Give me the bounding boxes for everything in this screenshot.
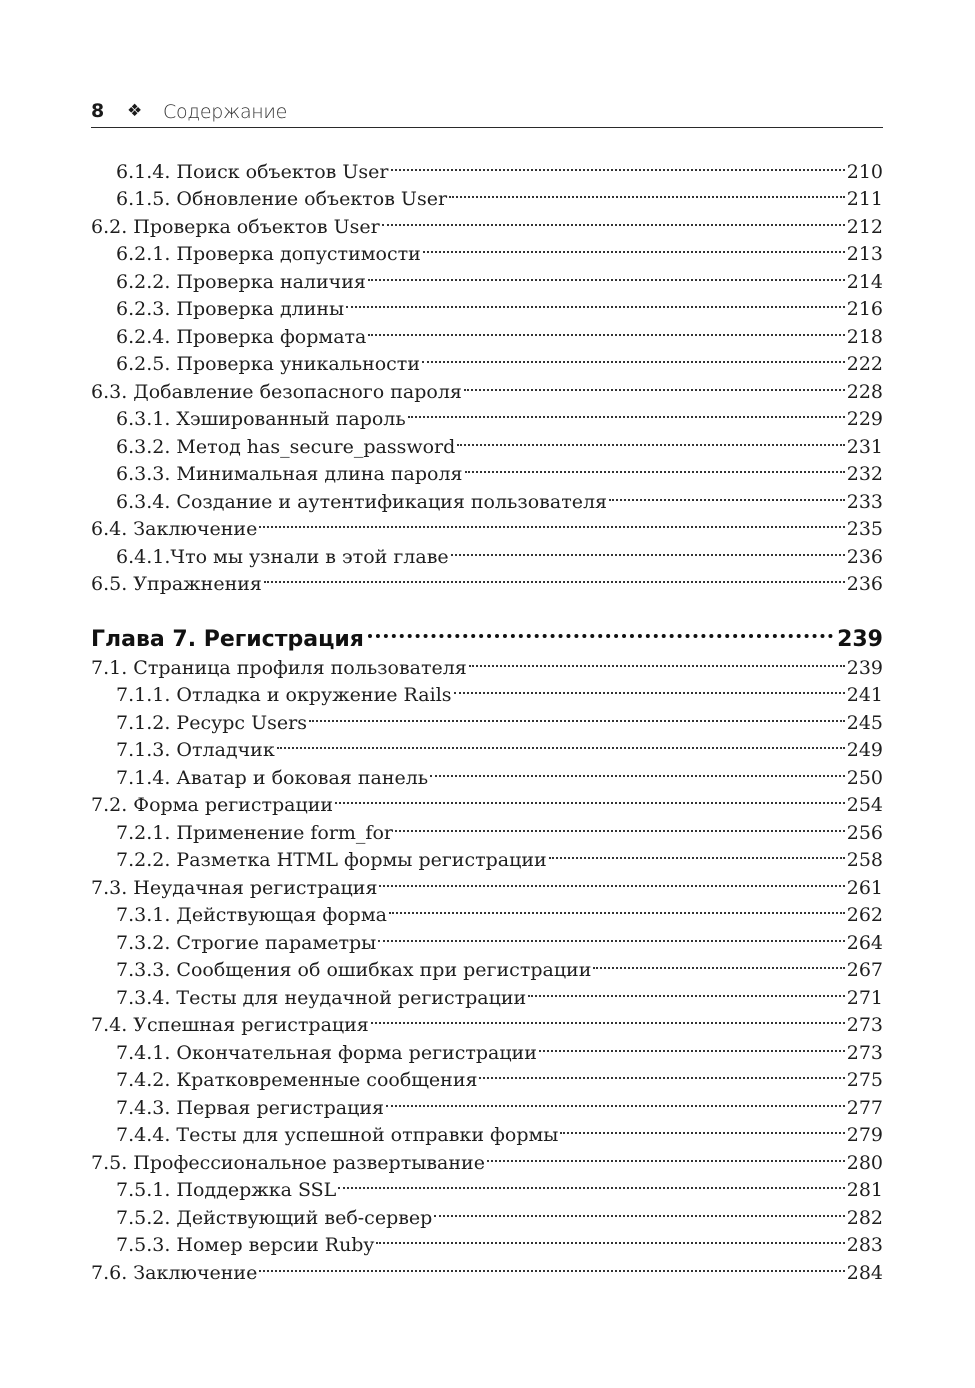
toc-entry[interactable]: [91, 315, 883, 348]
toc-entry-page: 236: [846, 545, 883, 568]
toc-entry[interactable]: [91, 150, 883, 183]
dot-leader: [454, 674, 845, 702]
toc-entry-page: 211: [846, 188, 883, 210]
dot-leader: [464, 370, 845, 398]
toc-entry[interactable]: [91, 976, 883, 1009]
toc-entry[interactable]: [91, 1141, 883, 1174]
toc-entry-title: 7.1.4. Аватар и боковая панель: [116, 766, 429, 789]
dot-leader: [386, 1086, 845, 1114]
toc-entry-title: 7.5.2. Действующий веб-сервер: [116, 1206, 433, 1229]
toc-entry-page: 277: [846, 1096, 883, 1119]
toc-entry[interactable]: [91, 756, 883, 789]
toc-entry-page: 283: [846, 1234, 883, 1256]
toc-entry-page: 235: [846, 518, 883, 540]
toc-entry-title: 6.1.5. Обновление объектов User: [116, 188, 448, 210]
toc-entry[interactable]: [91, 784, 883, 816]
dot-leader: [346, 288, 845, 316]
toc-entry-page: 281: [846, 1179, 883, 1201]
toc-entry-page: 228: [846, 380, 883, 403]
dot-leader: [391, 150, 845, 178]
toc-entry-title: 6.3.3. Минимальная длина пароля: [116, 463, 463, 485]
toc-entry[interactable]: [91, 1169, 883, 1201]
toc-entry-page: 273: [846, 1041, 883, 1064]
dot-leader: [379, 866, 844, 894]
toc-entry-title: 6.2. Проверка объектов User: [91, 215, 380, 238]
toc-entry-title: 7.1.2. Ресурс Users: [116, 711, 307, 734]
toc-entry[interactable]: [91, 894, 883, 926]
toc-entry[interactable]: [91, 535, 883, 568]
toc-entry-page: 280: [846, 1151, 883, 1174]
toc-entry[interactable]: [91, 288, 883, 320]
toc-entry-title: 7.2. Форма регистрации: [91, 794, 334, 816]
toc-entry[interactable]: [91, 1114, 883, 1146]
chapter-title: Глава 7. Регистрация: [91, 627, 364, 652]
toc-entry[interactable]: [91, 480, 883, 513]
toc-entry-title: 7.3. Неудачная регистрация: [91, 876, 378, 899]
dot-leader: [422, 343, 845, 371]
toc-entry-page: 222: [846, 353, 883, 375]
toc-entry-page: 275: [846, 1069, 883, 1091]
toc-entry-title: 7.3.4. Тесты для неудачной регистрации: [116, 986, 527, 1009]
toc-entry[interactable]: [91, 370, 883, 403]
toc-entry-page: 236: [846, 573, 883, 595]
toc-entry-title: 6.2.2. Проверка наличия: [116, 270, 366, 293]
toc-entry[interactable]: [91, 866, 883, 899]
toc-entry-title: 7.5.1. Поддержка SSL: [116, 1179, 337, 1201]
toc-entry-page: 258: [846, 849, 883, 871]
toc-entry-title: 6.3.4. Создание и аутентификация пользователя: [116, 490, 608, 513]
toc-entry-page: 218: [846, 325, 883, 348]
toc-entry-title: 6.3. Добавление безопасного пароля: [91, 380, 462, 403]
toc-entry-title: 7.5.3. Номер версии Ruby: [116, 1234, 375, 1256]
toc-entry-page: 245: [846, 711, 883, 734]
toc-entry[interactable]: [91, 646, 883, 679]
ornament-icon: ❖: [127, 101, 143, 121]
dot-leader: [539, 1031, 845, 1059]
toc-entry-page: 250: [846, 766, 883, 789]
toc-entry[interactable]: [91, 233, 883, 265]
toc-entry[interactable]: [91, 701, 883, 734]
toc-entry-page: 229: [846, 408, 883, 430]
toc-entry-page: 261: [846, 876, 883, 899]
dot-leader: [451, 535, 845, 563]
toc-entry-title: 6.3.1. Хэшированный пароль: [116, 408, 406, 430]
toc-entry-page: 233: [846, 490, 883, 513]
toc-entry-page: 271: [846, 986, 883, 1009]
toc-entry-title: 6.5. Упражнения: [91, 573, 262, 595]
dot-leader: [528, 976, 845, 1004]
dot-leader: [277, 729, 845, 757]
toc-entry-title: 7.4.1. Окончательная форма регистрации: [116, 1041, 537, 1064]
toc-section-chapter-6: [91, 150, 883, 595]
toc-entry-title: 6.2.5. Проверка уникальности: [116, 353, 420, 375]
dot-leader: [449, 178, 845, 206]
toc-entry[interactable]: [91, 260, 883, 293]
chapter-dot-leader: [368, 612, 833, 646]
toc-entry[interactable]: [91, 425, 883, 458]
toc-entry[interactable]: [91, 343, 883, 375]
toc-entry-title: 7.2.1. Применение form_for: [116, 821, 393, 844]
dot-leader: [395, 811, 845, 839]
toc-entry-page: 267: [846, 959, 883, 981]
toc-entry[interactable]: [91, 921, 883, 954]
toc-entry[interactable]: [91, 811, 883, 844]
dot-leader: [487, 1141, 845, 1169]
dot-leader: [434, 1196, 844, 1224]
chapter-heading[interactable]: [91, 612, 883, 652]
toc-entry-page: 256: [846, 821, 883, 844]
toc-entry-title: 7.2.2. Разметка HTML формы регистрации: [116, 849, 547, 871]
toc-entry-page: 232: [846, 463, 883, 485]
toc-entry-page: 262: [846, 904, 883, 926]
toc-entry[interactable]: [91, 398, 883, 430]
dot-leader: [382, 205, 845, 233]
toc-entry-title: 7.4.3. Первая регистрация: [116, 1096, 384, 1119]
toc-entry-title: 7.6. Заключение: [91, 1261, 258, 1284]
dot-leader: [479, 1059, 844, 1087]
dot-leader: [465, 453, 845, 481]
toc-entry-page: 249: [846, 739, 883, 761]
dot-leader: [368, 315, 844, 343]
page-number: 8: [91, 100, 105, 122]
toc-entry-title: 7.3.3. Сообщения об ошибках при регистрации: [116, 959, 592, 981]
dot-leader: [376, 1224, 845, 1252]
toc-entry-page: 241: [846, 684, 883, 706]
dot-leader: [368, 260, 845, 288]
toc-entry[interactable]: [91, 839, 883, 871]
toc-entry-page: 213: [846, 243, 883, 265]
toc-entry-title: 7.4.2. Кратковременные сообщения: [116, 1069, 478, 1091]
dot-leader: [423, 233, 845, 261]
toc-entry-title: 7.5. Профессиональное развертывание: [91, 1151, 485, 1174]
toc-entry-page: 264: [846, 931, 883, 954]
toc-entry[interactable]: [91, 729, 883, 761]
dot-leader: [264, 563, 845, 591]
chapter-heading-block: [91, 612, 883, 652]
dot-leader: [560, 1114, 844, 1142]
dot-leader: [549, 839, 845, 867]
dot-leader: [335, 784, 845, 812]
toc-entry[interactable]: [91, 949, 883, 981]
toc-entry[interactable]: [91, 674, 883, 706]
dot-leader: [609, 480, 845, 508]
dot-leader: [389, 894, 845, 922]
toc-entry-title: 7.1. Страница профиля пользователя: [91, 656, 467, 679]
toc-entry-title: 6.3.2. Метод has_secure_password: [116, 435, 456, 458]
toc-entry-title: 6.2.3. Проверка длины: [116, 298, 345, 320]
toc-entry[interactable]: [91, 205, 883, 238]
dot-leader: [469, 646, 845, 674]
toc-entry-page: 216: [846, 298, 883, 320]
toc-entry-page: 210: [846, 160, 883, 183]
toc-entry-page: 214: [846, 270, 883, 293]
dot-leader: [430, 756, 845, 784]
toc-entry-title: 7.3.1. Действующая форма: [116, 904, 387, 926]
dot-leader: [408, 398, 845, 426]
toc-entry[interactable]: [91, 1086, 883, 1119]
running-head: [91, 95, 883, 128]
toc-entry-page: 284: [846, 1261, 883, 1284]
toc-entry-page: 279: [846, 1124, 883, 1146]
dot-leader: [309, 701, 845, 729]
toc-entry[interactable]: [91, 1251, 883, 1284]
toc-entry[interactable]: [91, 1059, 883, 1091]
toc-entry-page: 273: [846, 1014, 883, 1036]
toc-entry[interactable]: [91, 1224, 883, 1256]
dot-leader: [259, 1251, 844, 1279]
toc-entry[interactable]: [91, 1004, 883, 1036]
dot-leader: [593, 949, 844, 977]
toc-entry[interactable]: [91, 453, 883, 485]
dot-leader: [371, 1004, 845, 1032]
toc-entry[interactable]: [91, 1196, 883, 1229]
toc-entry[interactable]: [91, 1031, 883, 1064]
toc-entry-page: 231: [846, 435, 883, 458]
toc-entry-title: 7.3.2. Строгие параметры: [116, 931, 377, 954]
dot-leader: [338, 1169, 844, 1197]
toc-entry-page: 239: [846, 656, 883, 679]
toc-entry-title: 6.2.1. Проверка допустимости: [116, 243, 421, 265]
toc-entry-title: 6.4. Заключение: [91, 518, 258, 540]
toc-entry-title: 6.4.1.Что мы узнали в этой главе: [116, 545, 449, 568]
toc-entry-title: 7.4. Успешная регистрация: [91, 1014, 369, 1036]
toc-section-chapter-7: [91, 646, 883, 1284]
toc-entry[interactable]: [91, 178, 883, 210]
dot-leader: [378, 921, 844, 949]
toc-entry-title: 7.1.1. Отладка и окружение Rails: [116, 684, 452, 706]
toc-entry-title: 6.1.4. Поиск объектов User: [116, 160, 389, 183]
chapter-page: 239: [837, 627, 883, 652]
dot-leader: [259, 508, 844, 536]
toc-entry-page: 254: [846, 794, 883, 816]
toc-entry-title: 7.4.4. Тесты для успешной отправки формы: [116, 1124, 559, 1146]
toc-entry-page: 212: [846, 215, 883, 238]
toc-entry[interactable]: [91, 563, 883, 595]
toc-entry[interactable]: [91, 508, 883, 540]
toc-entry-title: 7.1.3. Отладчик: [116, 739, 275, 761]
toc-entry-page: 282: [846, 1206, 883, 1229]
dot-leader: [457, 425, 844, 453]
running-title: Содержание: [163, 101, 288, 123]
toc-entry-title: 6.2.4. Проверка формата: [116, 325, 367, 348]
